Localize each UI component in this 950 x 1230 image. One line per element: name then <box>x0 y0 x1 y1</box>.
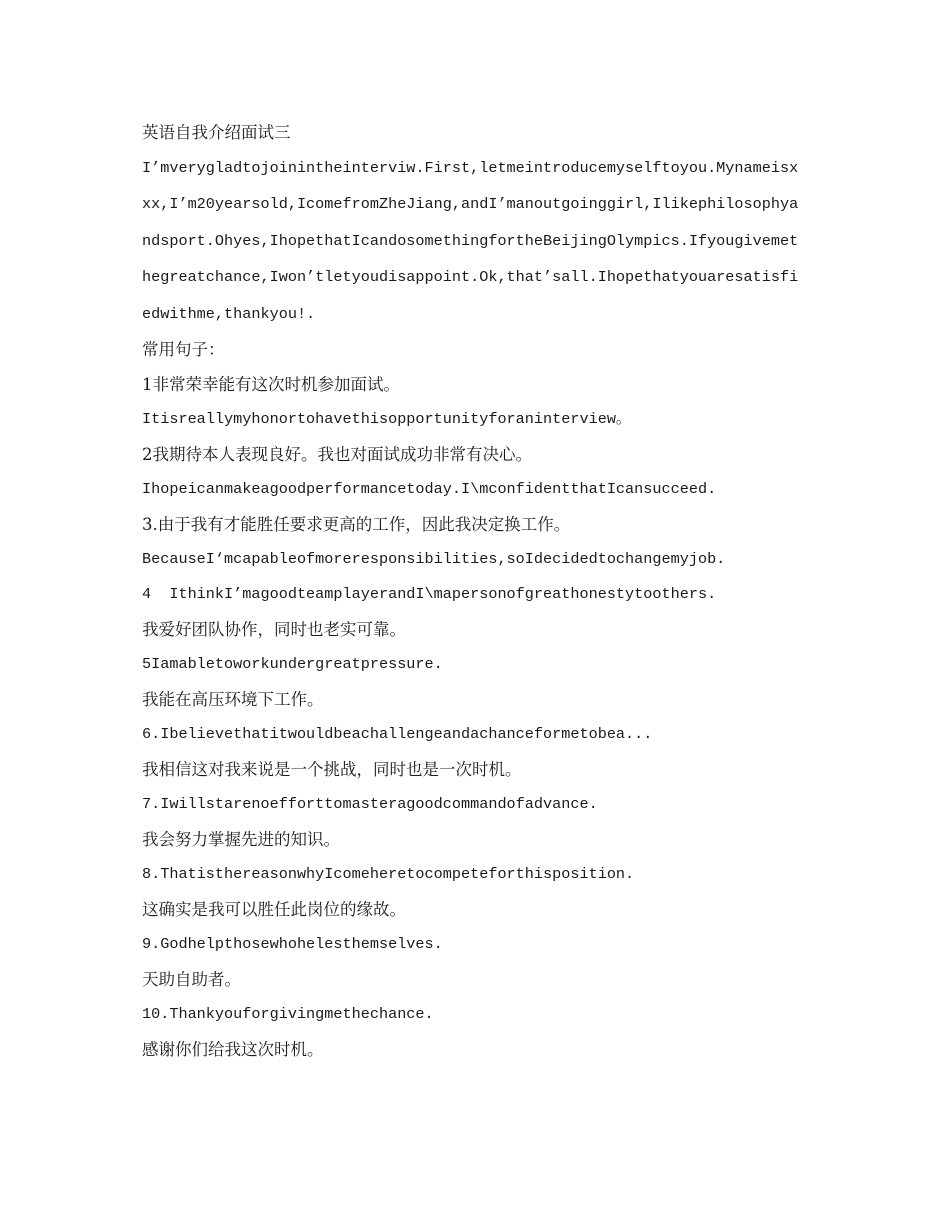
phrase-line: 10.Thankyouforgivingmethechance. <box>142 1005 434 1024</box>
phrase-line: 我能在高压环境下工作。 <box>142 690 324 710</box>
phrase-line: 这确实是我可以胜任此岗位的缘故。 <box>142 900 406 920</box>
phrase-line: 7.Iwillstarenoefforttomasteragoodcommandofadvance. <box>142 795 598 814</box>
phrase-line: 我会努力掌握先进的知识。 <box>142 830 340 850</box>
phrase-line: 5Iamabletoworkundergreatpressure. <box>142 655 443 674</box>
document-body <box>142 115 807 1067</box>
section-heading: 常用句子： <box>142 340 225 360</box>
phrase-line: BecauseI‘mcapableofmoreresponsibilities,soIdecidedtochangemyjob. <box>142 550 726 569</box>
phrase-line: 我相信这对我来说是一个挑战，同时也是一次时机。 <box>142 760 522 780</box>
phrase-line: 1非常荣幸能有这次时机参加面试。 <box>142 375 400 395</box>
intro-paragraph: I’mverygladtojoinintheinterviw.First,letmeintroducemyselftoyou.Mynameisxxx,I’m20yearsold,IcomefromZheJiang,andI’manoutgoinggirl,Ilikephilosophyandsport.Ohyes,IhopethatIcandosomethingfortheBeijingOlympics.Ifyougivemethegreatchance,Iwon’tletyoudisappoint.Ok,that’sall.Ihopethatyouaresatisfiedwithme,thankyou!. <box>142 159 799 323</box>
phrase-line: 8.ThatisthereasonwhyIcomeheretocompeteforthisposition. <box>142 865 635 884</box>
phrase-line: 3.由于我有才能胜任要求更高的工作，因此我决定换工作。 <box>142 515 571 535</box>
phrase-line: 感谢你们给我这次时机。 <box>142 1040 324 1060</box>
phrase-line: 6.Ibelievethatitwouldbeachallengeandachanceformetobea... <box>142 725 653 744</box>
phrase-line: 天助自助者。 <box>142 970 241 990</box>
phrase-line: 2我期待本人表现良好。我也对面试成功非常有决心。 <box>142 445 532 465</box>
phrase-line: 9.Godhelpthosewhohelesthemselves. <box>142 935 443 954</box>
phrase-line: 4 IthinkI’magoodteamplayerandI\mapersonofgreathonestytoothers. <box>142 585 717 604</box>
phrase-line: Itisreallymyhonortohavethisopportunityforaninterview。 <box>142 410 632 429</box>
document-title: 英语自我介绍面试三 <box>142 123 291 142</box>
phrase-line: Ihopeicanmakeagoodperformancetoday.I\mconfidentthatIcansucceed. <box>142 480 717 499</box>
phrase-line: 我爱好团队协作，同时也老实可靠。 <box>142 620 406 640</box>
